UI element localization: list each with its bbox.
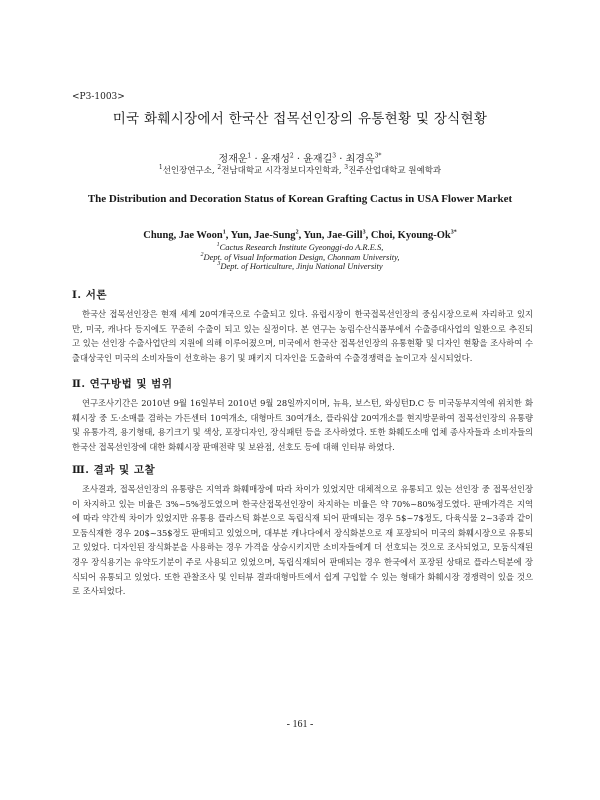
page-number: - 161 - bbox=[286, 719, 314, 730]
affil-2-sup: 2 bbox=[217, 164, 222, 172]
korean-authors: 정재운$^1$ · 윤재성$^2$ · 윤재길$^3$ · 최경옥$^{3*}$ bbox=[218, 152, 382, 165]
en-affil-2: Dept. of Visual Information Design, Chonnam University, bbox=[203, 251, 400, 262]
affil-3-sup: 3 bbox=[344, 164, 349, 172]
author-4-sup: 3* bbox=[374, 152, 382, 160]
section-heading: Ⅲ. 결과 및 고찰 bbox=[72, 464, 156, 476]
en-affil-1-sup: 1 bbox=[216, 242, 220, 249]
section-results bbox=[72, 462, 533, 599]
author-3: 윤재길 bbox=[303, 154, 333, 165]
section-methods bbox=[72, 376, 533, 454]
author-2: 윤재성 bbox=[260, 154, 290, 165]
section-body: 한국산 접목선인장은 현재 세계 20여개국으로 수출되고 있다. 유럽시장이 한국접목선인장의 중심시장으로써 자리하고 있지만, 미국, 캐나다 등지에도 꾸준히 수출이 되고 있는 실정이다. 본 연구는 농림수산식품부에서 수출증대사업의 일환으로 추진되고 있는 선인장 수출사업단의 지원에 의해 이루어졌으며, 미국에서 한국산 접목선인장의 유통현황 및 디자인 현황을 조사하여 수출대상국인 미국의 소비자들이 선호하는 용기 및 패키지 디자인을 도출하여 수출경쟁력을 높이고자 실시되었다. bbox=[72, 309, 533, 363]
author-3-sup: 3 bbox=[332, 152, 337, 160]
affil-2: 전남대학교 시각정보디자인학과, bbox=[221, 166, 345, 176]
author-1-sup: 1 bbox=[247, 152, 252, 160]
korean-affiliations bbox=[60, 164, 540, 176]
section-heading: Ⅱ. 연구방법 및 범위 bbox=[72, 378, 173, 390]
author-1: 정재운 bbox=[218, 154, 248, 165]
author-2-sup: 2 bbox=[289, 152, 294, 160]
affil-3: 진주산업대학교 원예학과 bbox=[348, 166, 442, 176]
en-author-2: Yun, Jae-Sung bbox=[230, 230, 296, 241]
affil-1-sup: 1 bbox=[158, 164, 163, 172]
korean-title: 미국 화훼시장에서 한국산 접목선인장의 유통현황 및 장식현황 bbox=[112, 111, 488, 127]
affil-1: 선인장연구소, bbox=[162, 166, 218, 176]
en-affil-3: Dept. of Horticulture, Jinju National University bbox=[220, 261, 383, 271]
en-author-2-sup: 2 bbox=[295, 229, 299, 236]
en-author-3: Yun, Jae-Gill bbox=[303, 230, 363, 241]
author-4: 최경옥 bbox=[345, 154, 375, 165]
paper-code: <P3-1003> bbox=[72, 92, 125, 102]
english-affiliations bbox=[60, 243, 540, 272]
en-author-3-sup: 3 bbox=[362, 229, 366, 236]
section-body: 조사결과, 접목선인장의 유통량은 지역과 화훼매장에 따라 차이가 있었지만 대체적으로 유통되고 있는 선인장 중 접목선인장이 차지하고 있는 비율은 3%~5%정도였으며 한국산접목선인장이 차지하는 비율은 약 70%~80%정도였다. 판매가격은 지역에 따라 약간씩 차이가 있었지만 유통용 플라스틱 화분으로 독립식재 되어 판매되는 경우 5$~7$정도, 다육식물 2~3종과 같이 모둠식재한 경우 20$~35$정도 판매되고 있었으며, 대부분 캐나다에서 장식화분으로 재 포장되어 미국의 화훼시장으로 유통되고 있었다. 디자인된 장식화분을 사용하는 경우 가격을 상승시키지만 소비자들에게 더 선호되는 것으로 조사되었고, 모둠식재된 경우 장식용기는 유약도기분이 주로 사용되고 있었으며, 독립식재되어 판매되는 경우 한국에서 포장된 상태로 플라스틱분에 장식되어 유통되고 있었다. 또한 관찰조사 및 인터뷰 결과대형마트에서 쉽게 구입할 수 있는 형태가 화훼시장 경쟁력이 있을 것으로 조사되었다. bbox=[72, 484, 533, 597]
en-affil-3-sup: 3 bbox=[217, 261, 221, 268]
english-title: The Distribution and Decoration Status of Korean Grafting Cactus in USA Flower Market bbox=[87, 193, 513, 205]
section-heading: Ⅰ. 서론 bbox=[72, 289, 108, 301]
en-author-4-sup: 3* bbox=[450, 229, 457, 236]
english-authors: Chung, Jae Woon$^1$, Yun, Jae-Sung$^2$, Yun, Jae-Gill$^3$, Choi, Kyoung-$Ok^{3*}$ bbox=[143, 229, 457, 241]
en-affil-line bbox=[60, 262, 540, 272]
en-affil-1: Cactus Research Institute Gyeonggi-do A.R.E.S, bbox=[219, 242, 384, 252]
en-affil-2-sup: 2 bbox=[200, 251, 204, 258]
section-introduction bbox=[72, 287, 533, 365]
section-body: 연구조사기간은 2010년 9월 16일부터 2010년 9월 28일까지이며, 뉴욕, 보스턴, 와싱턴D.C 등 미국동부지역에 위치한 화훼시장 중 도·소매를 겸하는 가든센터 10여개소, 대형마트 30여개소, 플라워샵 20여개소를 현지방문하여 접목선인장의 유통량 및 유통가격, 용기형태, 용기크기 및 색상, 포장디자인, 장식패턴 등을 조사하였다. 또한 화훼도소매 업체 종사자들과 소비자들의 한국산 접목선인장에 대한 화훼시장 판매전략 및 보완점, 선호도 등에 대해 인터뷰 하였다. bbox=[72, 398, 533, 452]
en-author-1: Chung, Jae Woon bbox=[143, 230, 223, 241]
en-author-1-sup: 1 bbox=[222, 229, 226, 236]
en-author-4: Choi, Kyoung-Ok bbox=[370, 230, 451, 241]
